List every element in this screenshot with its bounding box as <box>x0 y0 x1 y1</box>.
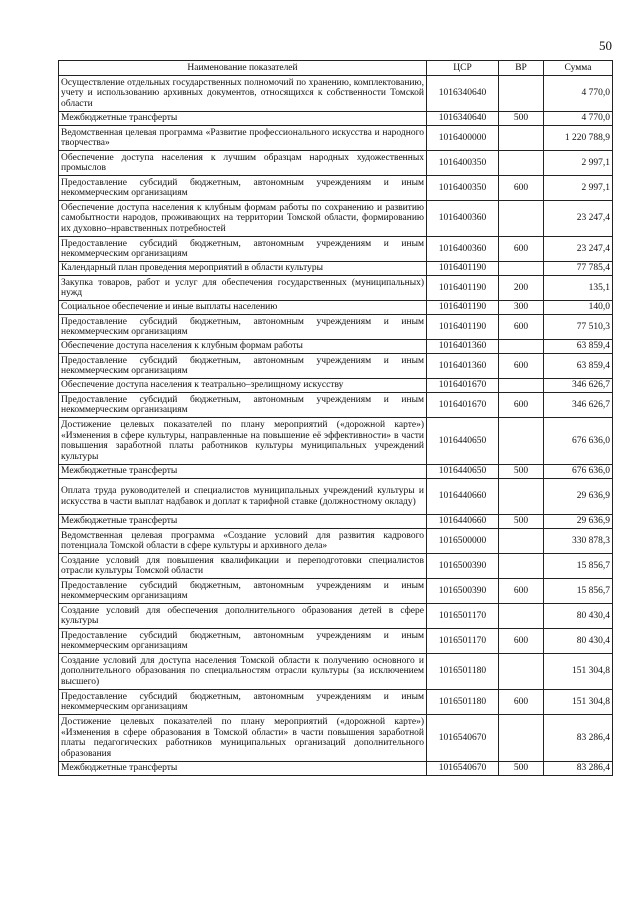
cell-name: Социальное обеспечение и иные выплаты населению <box>59 301 427 315</box>
budget-table <box>58 60 613 776</box>
cell-csr: 1016340640 <box>427 112 499 126</box>
cell-name: Обеспечение доступа населения к театрально–зрелищному искусству <box>59 379 427 393</box>
cell-vr <box>499 554 544 579</box>
cell-csr: 1016501180 <box>427 654 499 690</box>
cell-name: Ведомственная целевая программа «Создание условий для развития кадрового потенциала Томской области в сфере культуры и архивного дела» <box>59 529 427 554</box>
cell-name: Создание условий для повышения квалификации и переподготовки специалистов отрасли культуры Томской области <box>59 554 427 579</box>
cell-vr: 500 <box>499 112 544 126</box>
cell-csr: 1016401670 <box>427 379 499 393</box>
cell-csr: 1016400360 <box>427 201 499 237</box>
cell-vr <box>499 126 544 151</box>
cell-name: Достижение целевых показателей по плану мероприятий («дорожной карте») «Изменения в сфере образования в Томской области» в части повышения заработной платы педагогических работников муниципальных организаций дополнительного образования <box>59 715 427 762</box>
cell-vr <box>499 604 544 629</box>
cell-sum: 63 859,4 <box>544 354 613 379</box>
cell-csr: 1016401190 <box>427 315 499 340</box>
table-row <box>59 151 613 176</box>
cell-csr: 1016440660 <box>427 479 499 515</box>
cell-name: Предоставление субсидий бюджетным, автономным учреждениям и иным некоммерческим организациям <box>59 579 427 604</box>
cell-vr: 600 <box>499 237 544 262</box>
cell-name: Оплата труда руководителей и специалистов муниципальных учреждений культуры и искусства в части выплат надбавок и доплат к тарифной ставке (должностному окладу) <box>59 479 427 515</box>
cell-sum: 80 430,4 <box>544 629 613 654</box>
cell-csr: 1016440650 <box>427 418 499 465</box>
cell-csr: 1016440660 <box>427 515 499 529</box>
table-row <box>59 354 613 379</box>
cell-name: Межбюджетные трансферты <box>59 112 427 126</box>
cell-sum: 346 626,7 <box>544 393 613 418</box>
table-row <box>59 237 613 262</box>
cell-vr <box>499 479 544 515</box>
cell-name: Закупка товаров, работ и услуг для обеспечения государственных (муниципальных) нужд <box>59 276 427 301</box>
cell-name: Предоставление субсидий бюджетным, автономным учреждениям и иным некоммерческим организациям <box>59 315 427 340</box>
cell-name: Предоставление субсидий бюджетным, автономным учреждениям и иным некоммерческим организациям <box>59 237 427 262</box>
cell-sum: 29 636,9 <box>544 479 613 515</box>
cell-csr: 1016440650 <box>427 465 499 479</box>
cell-sum: 676 636,0 <box>544 465 613 479</box>
cell-csr: 1016401190 <box>427 301 499 315</box>
table-row <box>59 315 613 340</box>
cell-name: Обеспечение доступа населения к клубным формам работы <box>59 340 427 354</box>
header-vr: ВР <box>499 61 544 76</box>
cell-csr: 1016400350 <box>427 176 499 201</box>
cell-vr <box>499 151 544 176</box>
cell-name: Календарный план проведения мероприятий в области культуры <box>59 262 427 276</box>
header-sum: Сумма <box>544 61 613 76</box>
table-row <box>59 340 613 354</box>
cell-sum: 4 770,0 <box>544 76 613 112</box>
cell-name: Обеспечение доступа населения к клубным формам работы по сохранению и развитию самобытности народов, проживающих на территории Томской области, формированию их духовно–нравственных потребностей <box>59 201 427 237</box>
cell-name: Межбюджетные трансферты <box>59 762 427 776</box>
cell-vr: 600 <box>499 315 544 340</box>
table-row <box>59 762 613 776</box>
cell-csr: 1016401360 <box>427 354 499 379</box>
cell-name: Создание условий для обеспечения дополнительного образования детей в сфере культуры <box>59 604 427 629</box>
table-row <box>59 654 613 690</box>
cell-vr <box>499 654 544 690</box>
cell-sum: 676 636,0 <box>544 418 613 465</box>
cell-sum: 4 770,0 <box>544 112 613 126</box>
cell-csr: 1016401670 <box>427 393 499 418</box>
cell-sum: 1 220 788,9 <box>544 126 613 151</box>
header-csr: ЦСР <box>427 61 499 76</box>
cell-sum: 135,1 <box>544 276 613 301</box>
cell-sum: 23 247,4 <box>544 237 613 262</box>
cell-sum: 15 856,7 <box>544 579 613 604</box>
cell-vr: 600 <box>499 176 544 201</box>
cell-sum: 2 997,1 <box>544 151 613 176</box>
cell-csr: 1016540670 <box>427 762 499 776</box>
table-row <box>59 554 613 579</box>
table-row <box>59 418 613 465</box>
cell-sum: 83 286,4 <box>544 762 613 776</box>
cell-csr: 1016501180 <box>427 690 499 715</box>
table-row <box>59 126 613 151</box>
table-row <box>59 112 613 126</box>
cell-name: Предоставление субсидий бюджетным, автономным учреждениям и иным некоммерческим организациям <box>59 690 427 715</box>
cell-sum: 2 997,1 <box>544 176 613 201</box>
cell-csr: 1016501170 <box>427 629 499 654</box>
cell-vr <box>499 418 544 465</box>
cell-csr: 1016340640 <box>427 76 499 112</box>
cell-name: Межбюджетные трансферты <box>59 465 427 479</box>
cell-sum: 63 859,4 <box>544 340 613 354</box>
cell-vr: 600 <box>499 354 544 379</box>
cell-vr <box>499 340 544 354</box>
table-row <box>59 715 613 762</box>
table-row <box>59 379 613 393</box>
table-row <box>59 76 613 112</box>
table-row <box>59 276 613 301</box>
cell-vr: 600 <box>499 629 544 654</box>
cell-vr: 600 <box>499 393 544 418</box>
cell-name: Обеспечение доступа населения к лучшим образцам народных художественных промыслов <box>59 151 427 176</box>
cell-csr: 1016500390 <box>427 554 499 579</box>
cell-vr: 500 <box>499 465 544 479</box>
cell-vr <box>499 529 544 554</box>
table-row <box>59 690 613 715</box>
cell-csr: 1016401190 <box>427 276 499 301</box>
table-row <box>59 176 613 201</box>
cell-sum: 29 636,9 <box>544 515 613 529</box>
cell-sum: 151 304,8 <box>544 690 613 715</box>
cell-sum: 23 247,4 <box>544 201 613 237</box>
cell-sum: 83 286,4 <box>544 715 613 762</box>
cell-csr: 1016400360 <box>427 237 499 262</box>
cell-vr <box>499 715 544 762</box>
page-number: 50 <box>599 38 612 53</box>
table-row <box>59 465 613 479</box>
header-name: Наименование показателей <box>59 61 427 76</box>
cell-name: Создание условий для доступа населения Томской области к получению основного и дополнительного образования по специальностям отрасли культуры (за исключением высшего) <box>59 654 427 690</box>
cell-sum: 77 785,4 <box>544 262 613 276</box>
table-row <box>59 579 613 604</box>
table-row <box>59 604 613 629</box>
cell-vr: 200 <box>499 276 544 301</box>
cell-vr: 600 <box>499 579 544 604</box>
table-row <box>59 201 613 237</box>
cell-csr: 1016540670 <box>427 715 499 762</box>
cell-sum: 80 430,4 <box>544 604 613 629</box>
cell-csr: 1016401190 <box>427 262 499 276</box>
table-row <box>59 515 613 529</box>
cell-vr: 500 <box>499 515 544 529</box>
table-header-row <box>59 61 613 76</box>
cell-vr <box>499 262 544 276</box>
cell-sum: 140,0 <box>544 301 613 315</box>
cell-csr: 1016400000 <box>427 126 499 151</box>
cell-vr <box>499 379 544 393</box>
cell-sum: 151 304,8 <box>544 654 613 690</box>
cell-csr: 1016501170 <box>427 604 499 629</box>
cell-sum: 15 856,7 <box>544 554 613 579</box>
cell-name: Достижение целевых показателей по плану мероприятий («дорожной карте») «Изменения в сфере культуры, направленные на повышение её эффективности» в части повышения заработной платы работников культуры муниципальных учреждений культуры <box>59 418 427 465</box>
table-row <box>59 629 613 654</box>
table-row <box>59 479 613 515</box>
cell-name: Предоставление субсидий бюджетным, автономным учреждениям и иным некоммерческим организациям <box>59 393 427 418</box>
cell-csr: 1016401360 <box>427 340 499 354</box>
table-row <box>59 529 613 554</box>
cell-name: Осуществление отдельных государственных полномочий по хранению, комплектованию, учету и использованию архивных документов, относящихся к собственности Томской области <box>59 76 427 112</box>
cell-sum: 330 878,3 <box>544 529 613 554</box>
cell-name: Ведомственная целевая программа «Развитие профессионального искусства и народного творчества» <box>59 126 427 151</box>
cell-name: Предоставление субсидий бюджетным, автономным учреждениям и иным некоммерческим организациям <box>59 354 427 379</box>
cell-vr: 600 <box>499 690 544 715</box>
table-row <box>59 262 613 276</box>
cell-vr <box>499 201 544 237</box>
cell-sum: 77 510,3 <box>544 315 613 340</box>
cell-csr: 1016500390 <box>427 579 499 604</box>
cell-name: Предоставление субсидий бюджетным, автономным учреждениям и иным некоммерческим организациям <box>59 176 427 201</box>
cell-sum: 346 626,7 <box>544 379 613 393</box>
cell-vr: 300 <box>499 301 544 315</box>
table-row <box>59 393 613 418</box>
cell-vr: 500 <box>499 762 544 776</box>
cell-name: Межбюджетные трансферты <box>59 515 427 529</box>
table-row <box>59 301 613 315</box>
cell-csr: 1016500000 <box>427 529 499 554</box>
cell-vr <box>499 76 544 112</box>
cell-name: Предоставление субсидий бюджетным, автономным учреждениям и иным некоммерческим организациям <box>59 629 427 654</box>
cell-csr: 1016400350 <box>427 151 499 176</box>
